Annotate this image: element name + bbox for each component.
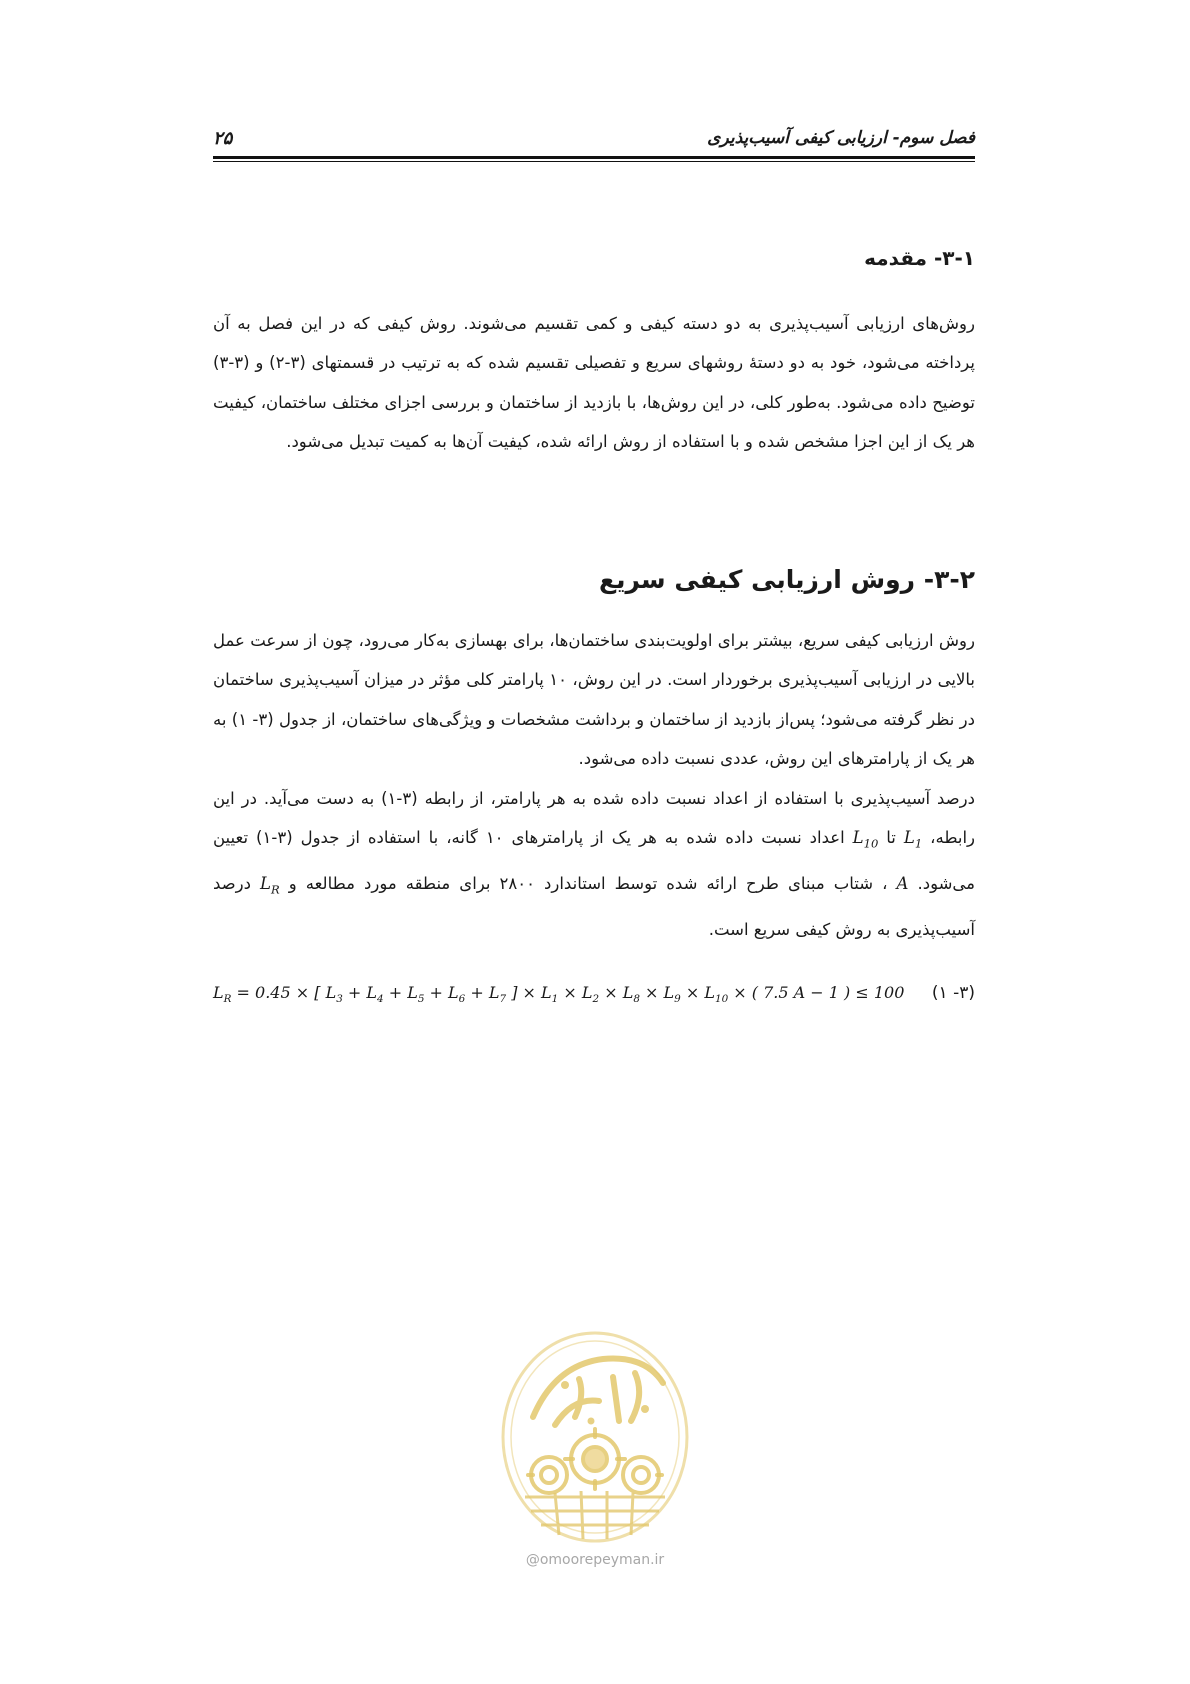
section-heading-introduction: ۳-۱- مقدمه: [864, 246, 975, 270]
watermark-url: @omoorepeyman.ir: [525, 1552, 665, 1568]
page-number: ۲۵: [213, 128, 233, 149]
text-run: درصد آسیب‌پذیری به روش کیفی سریع است.: [213, 874, 975, 939]
text-run: درصد آسیب‌پذیری با استفاده از اعداد نسبت داده شده به هر پارامتر، از رابطه (۳-۱) به دست می‌آید.: [263, 789, 975, 808]
text-run: اعداد نسبت داده شده به هر یک از پارامترهای ۱۰ گانه، با استفاده از جدول (۳-۱) تعیین می‌شود.: [213, 828, 976, 894]
running-header: [213, 128, 975, 154]
text-run: تا: [878, 828, 904, 848]
symbol-a: A: [896, 874, 909, 894]
header-rule-thin: [213, 161, 975, 162]
equation-3-1: [213, 983, 975, 1017]
text-run: در این رابطه،: [213, 789, 976, 848]
symbol-l1: $L_1$: [903, 828, 923, 851]
section-heading-rapid-method: ۳-۲- روش ارزیابی کیفی سریع: [599, 565, 975, 594]
paragraph-rapid-method: روش ارزیابی کیفی سریع، بیشتر برای اولویت‌بندی ساختمان‌ها، برای بهسازی به‌کار می‌رود، چون از سرعت عمل بالایی در ارزیابی آسیب‌پذیری برخوردار است. در این روش، ۱۰ پارامتر کلی مؤثر در میزان آسیب‌پذیری ساختمان در نظر گرفته می‌شود؛ پس‌از بازدید از ساختمان و برداشت مشخصات و ویژگی‌های ساختمان، از جدول (۳- ۱) به هر یک از پارامترهای این روش، عددی نسبت داده می‌شود.: [213, 631, 975, 769]
equation-number: (۳- ۱): [931, 983, 975, 1003]
header-rule: [213, 156, 975, 159]
symbol-l10: $L_{10}$: [852, 828, 879, 851]
equation-formula: $L_R = 0.45$ × [ $L_3 + L_4 + L_5 + L_6 + L_7$ ] × $L_1 \times L_2 \times L_8 \times L_9 \times L_{10}$ × ( 7.5 A − 1 ) ≤ 100: [213, 983, 905, 1006]
paragraph-formula-description: [213, 779, 975, 949]
symbol-lr: $L_R$: [260, 874, 280, 897]
text-run: ، شتاب مبنای طرح ارائه شده توسط استاندارد ۲۸۰۰ برای منطقه مورد مطالعه و: [279, 874, 897, 894]
paragraph-introduction: روش‌های ارزیابی آسیب‌پذیری به دو دسته کیفی و کمی تقسیم می‌شوند. روش کیفی که در این فصل به آن پرداخته می‌شود، خود به دو دستهٔ روشهای سریع و تفصیلی تقسیم شده که به ترتیب در قسمتهای (۳-۲) و (۳-۳) توضیح داده می‌شود. به‌طور کلی، در این روش‌ها، با بازدید از ساختمان و بررسی اجزای مختلف ساختمان، کیفیت هر یک از این اجزا مشخص شده و با استفاده از روش ارائه شده، کیفیت آن‌ها به کمیت تبدیل می‌شود.: [213, 314, 975, 452]
chapter-title: فصل سوم- ارزیابی کیفی آسیب‌پذیری: [707, 128, 975, 148]
watermark-logo-icon: [495, 1325, 695, 1547]
